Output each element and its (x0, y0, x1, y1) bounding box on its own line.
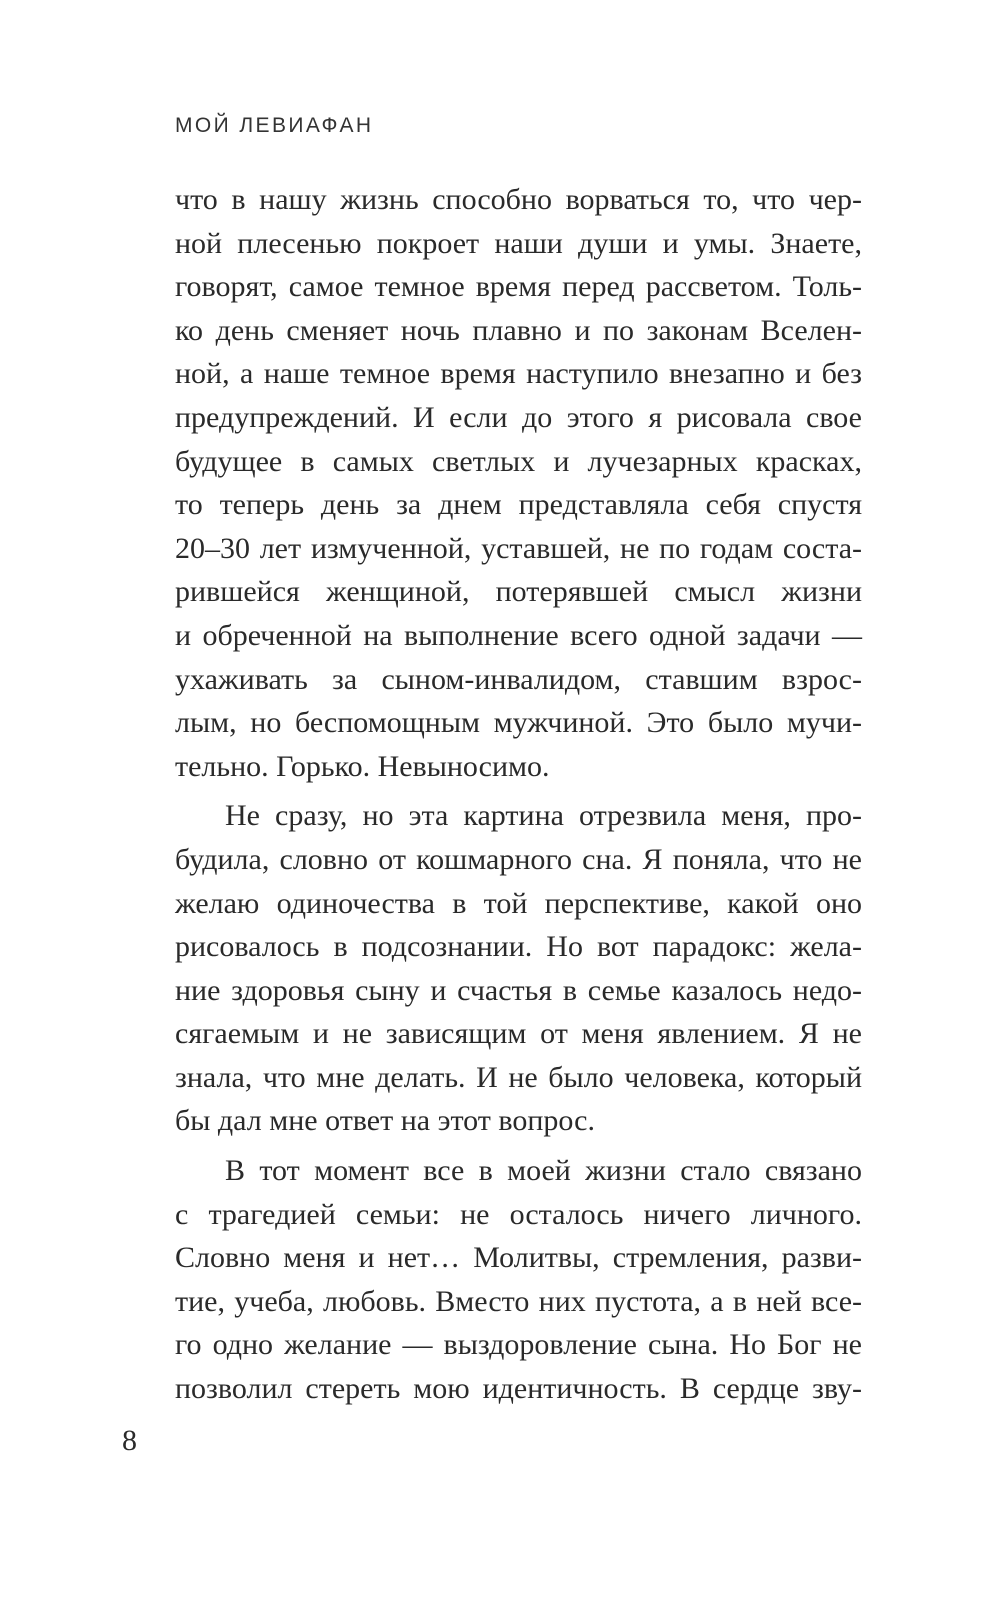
text-line: тельно. Горько. Невыносимо. (175, 749, 550, 783)
text-line: и обреченной на выполнение всего одной задачи — (175, 618, 862, 652)
text-line: желаю одиночества в той перспективе, какой оно (175, 886, 862, 920)
text-line: Не сразу, но эта картина отрезвила меня, про- (225, 799, 862, 833)
text-line: будила, словно от кошмарного сна. Я поняла, что не (175, 842, 862, 876)
text-line: го одно желание — выздоровление сына. Но Бог не (175, 1328, 862, 1362)
text-line: бы дал мне ответ на этот вопрос. (175, 1104, 595, 1138)
text-line: лым, но беспомощным мужчиной. Это было мучи- (175, 706, 862, 740)
running-head: МОЙ ЛЕВИАФАН (175, 114, 374, 137)
text-line: Словно меня и нет… Молитвы, стремления, разви- (175, 1241, 862, 1275)
text-line: позволил стереть мою идентичность. В сердце зву- (175, 1372, 862, 1406)
text-line: рисовалось в подсознании. Но вот парадокс: жела- (175, 930, 862, 964)
text-line: рившейся женщиной, потерявшей смысл жизни (175, 575, 862, 609)
text-line: говорят, самое темное время перед рассветом. Толь- (175, 270, 862, 304)
text-line: В тот момент все в моей жизни стало связано (225, 1154, 862, 1188)
page-number: 8 (122, 1424, 137, 1457)
text-line: будущее в самых светлых и лучезарных красках, (175, 444, 862, 478)
text-line: знала, что мне делать. И не было человека, который (175, 1060, 862, 1094)
paragraph-2 (175, 794, 862, 1143)
text-line: что в нашу жизнь способно ворваться то, что чер- (175, 183, 862, 216)
text-line: ной, а наше темное время наступило внезапно и без (175, 357, 862, 391)
text-line: то теперь день за днем представляла себя спустя (175, 488, 862, 522)
text-line: сягаемым и не зависящим от меня явлением. Я не (175, 1017, 862, 1051)
text-line: ухаживать за сыном-инвалидом, ставшим взрос- (175, 662, 862, 696)
paragraph-3 (175, 1149, 862, 1411)
text-line: с трагедией семьи: не осталось ничего личного. (175, 1197, 862, 1231)
body-text (175, 178, 862, 1411)
text-line: ко день сменяет ночь плавно и по законам Вселен- (175, 313, 862, 347)
text-line: предупреждений. И если до этого я рисовала свое (175, 400, 862, 434)
text-line: ние здоровья сыну и счастья в семье казалось недо- (175, 973, 862, 1007)
text-line: тие, учеба, любовь. Вместо них пустота, а в ней все- (175, 1284, 862, 1318)
paragraph-1 (175, 178, 862, 788)
text-line: ной плесенью покроет наши души и умы. Знаете, (175, 226, 862, 260)
text-line: 20–30 лет измученной, уставшей, не по годам соста- (175, 531, 862, 565)
